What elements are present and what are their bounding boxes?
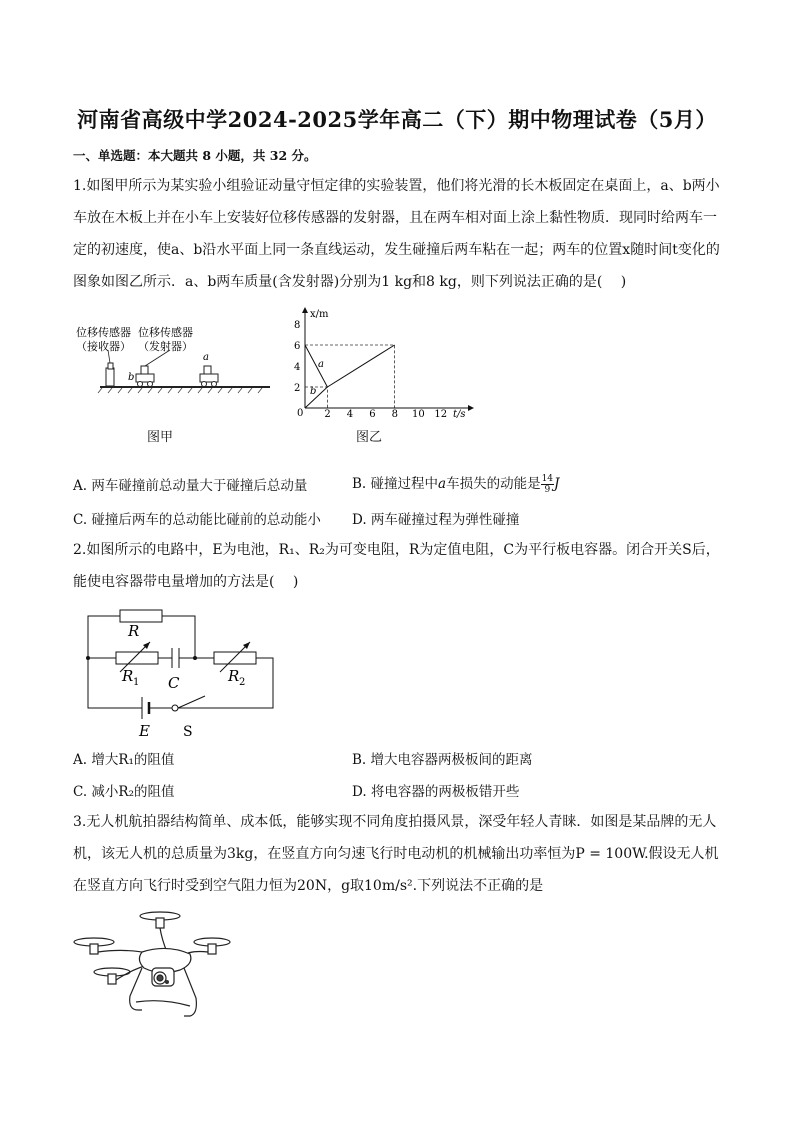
car-a-label: a [203,352,209,363]
figure-yi-caption: 图乙 [356,430,383,445]
figure-yi-xt-graph [285,305,475,420]
x-axis-label: t/s [453,409,466,420]
car-b [136,374,154,382]
q1-option-d[interactable]: D. 两车碰撞过程为弹性碰撞 [352,512,520,528]
x-tick-label: 2 [324,409,331,420]
q1-option-b-prefix: B. 碰撞过程中 [352,476,439,492]
x-tick-label: 10 [412,409,425,420]
q1-option-a[interactable]: A. 两车碰撞前总动量大于碰撞后总动量 [73,478,308,494]
guide-6-8 [305,345,395,408]
switch-lever [178,696,205,708]
variable-resistor-r1 [116,652,158,664]
q2-option-d[interactable]: D. 将电容器的两极板错开些 [352,784,520,800]
q1-option-b-mid: 车损失的动能是 [446,476,541,492]
resistor-r [120,610,162,622]
y-tick-label: 8 [294,320,301,331]
graph-series [305,345,395,408]
q1-option-b[interactable] [352,472,559,495]
figure-jia-apparatus [70,320,275,430]
label-r1-sub: 1 [133,677,140,688]
receiver-label-line2: （接收器） [76,340,131,353]
series-line-joined-2 [327,345,394,387]
graph-guides [305,345,395,408]
y-axis-label: x/m [310,309,329,320]
q1-option-b-unit: J [554,476,560,492]
receiver-label-line1: 位移传感器 [76,326,131,339]
line-b-label: b [310,386,317,397]
question-1-text: 1.如图甲所示为某实验小组验证动量守恒定律的实验装置，他们将光滑的长木板固定在桌面上，a、b两小车放在木板上并在小车上安装好位移传感器的发射器，且在两车相对面上涂上黏性物质．现同时给两车一定的初速度，使a、b沿水平面上同一条直线运动，发生碰撞后两车粘在一起；两车的位置x随时间t变化的图象如图乙所示．a、b两车质量(含发射器)分别为1 kg和8 kg，则下列说法正确的是( ) [73,178,720,290]
line-a-label: a [318,359,324,370]
variable-resistor-r2 [214,652,256,664]
question-2-text: 2.如图所示的电路中，E为电池，R₁、R₂为可变电阻，R为定值电阻，C为平行板电容器。闭合开关S后，能使电容器带电量增加的方法是( ) [73,542,720,590]
car-a [200,374,218,382]
circuit-diagram [80,598,280,743]
figure-jia-caption: 图甲 [147,430,174,445]
label-r2-sub: 2 [239,677,246,688]
drone-image [72,906,257,1024]
label-e: E [139,722,150,740]
question-3-text: 3.无人机航拍器结构简单、成本低，能够实现不同角度拍摄风景，深受年轻人青睐．如图是某品牌的无人机，该无人机的总质量为3kg，在竖直方向匀速飞行时电动机的机械输出功率恒为P = 100W.假设无人机在竖直方向飞行时受到空气阻力恒为20N，g取10m/s².下列说法不正确的是 [73,814,719,894]
graph-tick-labels [294,320,447,420]
emitter-label-line2: （发射器） [138,340,193,353]
emitter-label-line1: 位移传感器 [138,326,193,339]
q2-option-c[interactable]: C. 减小R₂的阻值 [73,784,175,800]
y-tick-label: 6 [294,341,301,352]
x-tick-label: 12 [434,409,448,420]
q1-option-c[interactable]: C. 碰撞后两车的总动能比碰前的总动能小 [73,512,321,528]
series-line-a [305,345,327,387]
label-r: R [128,622,140,640]
label-r2: R [228,667,240,685]
fraction [541,474,554,495]
receiver-device [106,368,114,386]
exam-title: 河南省高级中学2024-2025学年高二（下）期中物理试卷（5月） [77,107,717,132]
x-tick-label: 8 [391,409,398,420]
section-heading: 一、单选题：本大题共 8 小题，共 32 分。 [73,148,317,163]
label-s: S [183,724,193,740]
switch-pivot [172,705,178,711]
board-hatching [98,388,262,393]
x-tick-label: 6 [369,409,376,420]
q1-option-b-var: a [438,476,447,492]
q2-option-a[interactable]: A. 增大R₁的阻值 [73,752,175,768]
y-tick-label: 4 [294,362,301,373]
origin-label: 0 [297,408,304,419]
y-tick-label: 2 [294,383,301,394]
fraction-numerator: 14 [541,474,554,484]
label-c: C [168,674,180,692]
fraction-denominator: 9 [544,485,551,495]
label-r1: R [122,667,134,685]
q2-option-b[interactable]: B. 增大电容器两极板间的距离 [352,752,533,768]
car-b-label: b [128,372,135,383]
x-tick-label: 4 [346,409,354,420]
